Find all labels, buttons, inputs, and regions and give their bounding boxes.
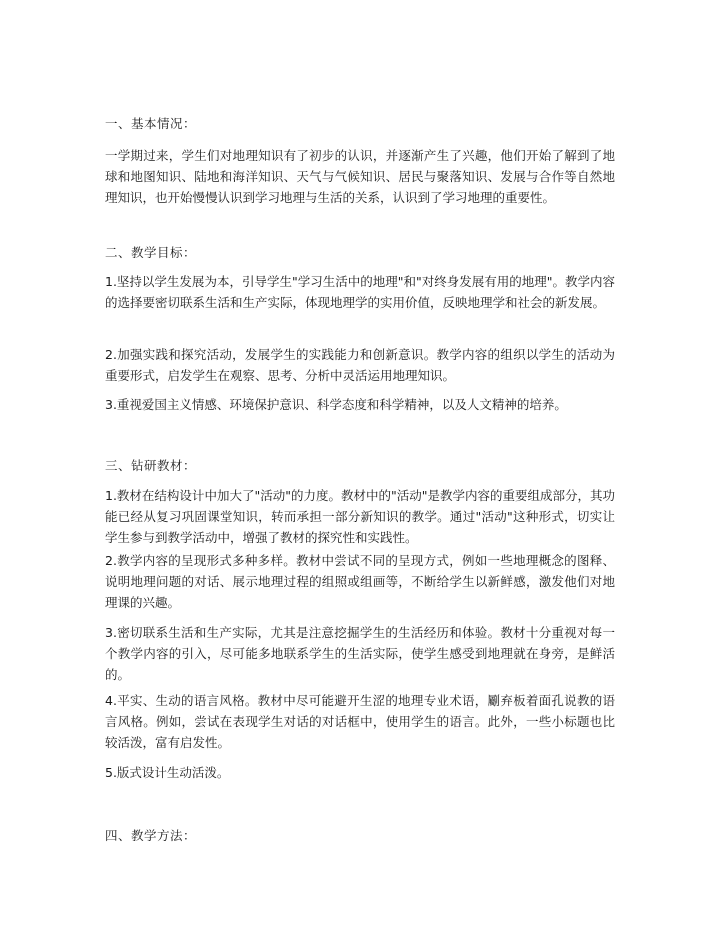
- paragraph-basic-situation: 一学期过来，学生们对地理知识有了初步的认识，并逐渐产生了兴趣，他们开始了解到了地球和地图知识、陆地和海洋知识、天气与气候知识、居民与聚落知识、发展与合作等自然地理知识，也开始慢慢认识到学习地理与生活的关系，认识到了学习地理的重要性。: [105, 148, 615, 205]
- paragraph-goal-1: 1.坚持以学生发展为本，引导学生"学习生活中的地理"和"对终身发展有用的地理"。教学内容的选择要密切联系生活和生产实际，体现地理学的实用价值，反映地理学和社会的新发展。: [105, 274, 615, 310]
- paragraph-goal-3: 3.重视爱国主义情感、环境保护意识、科学态度和科学精神，以及人文精神的培养。: [105, 397, 567, 412]
- section-heading-teaching-goals: 二、教学目标：: [105, 245, 197, 260]
- paragraph-textbook-3: 3.密切联系生活和生产实际，尤其是注意挖掘学生的生活经历和体验。教材十分重视对每一个教学内容的引入，尽可能多地联系学生的生活实际，使学生感受到地理就在身旁，是鲜活的。: [105, 625, 615, 682]
- paragraph-textbook-2: 2.教学内容的呈现形式多种多样。教材中尝试不同的呈现方式，例如一些地理概念的图释、说明地理问题的对话、展示地理过程的组照或组画等，不断给学生以新鲜感，激发他们对地理课的兴趣。: [105, 553, 615, 610]
- section-heading-study-textbook: 三、钻研教材：: [105, 458, 197, 473]
- paragraph-textbook-5: 5.版式设计生动活泼。: [105, 765, 230, 780]
- paragraph-goal-2: 2.加强实践和探究活动，发展学生的实践能力和创新意识。教学内容的组织以学生的活动为重要形式，启发学生在观察、思考、分析中灵活运用地理知识。: [105, 347, 615, 383]
- paragraph-textbook-1: 1.教材在结构设计中加大了"活动"的力度。教材中的"活动"是教学内容的重要组成部分，其功能已经从复习巩固课堂知识，转而承担一部分新知识的教学。通过"活动"这种形式，切实让学生参与到教学活动中，增强了教材的探究性和实践性。: [105, 488, 615, 545]
- section-heading-teaching-methods: 四、教学方法：: [105, 828, 197, 843]
- paragraph-textbook-4: 4.平实、生动的语言风格。教材中尽可能避开生涩的地理专业术语，劚弃板着面孔说教的语言风格。例如，尝试在表现学生对话的对话框中，使用学生的语言。此外，一些小标题也比较活泼，富有启发性。: [105, 693, 615, 750]
- section-heading-basic-situation: 一、基本情况：: [105, 116, 197, 131]
